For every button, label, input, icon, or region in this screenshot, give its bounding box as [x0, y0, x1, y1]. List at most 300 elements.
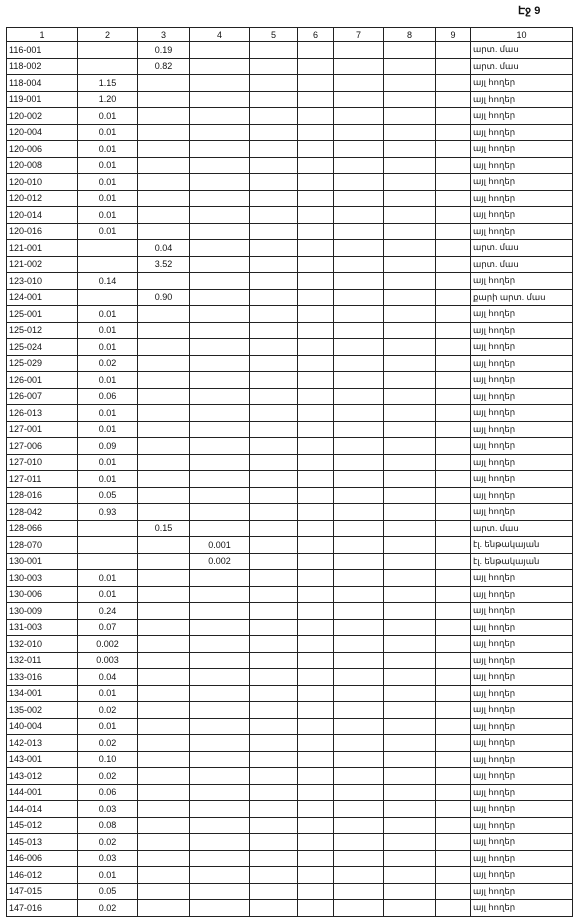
table-cell-col7 [334, 322, 384, 339]
table-cell-col4 [190, 355, 250, 372]
table-cell-col7 [334, 751, 384, 768]
table-cell-col5 [250, 322, 298, 339]
table-cell-col2: 0.01 [78, 141, 138, 158]
table-cell-col6 [298, 702, 334, 719]
table-cell-col1: 143-001 [7, 751, 78, 768]
table-cell-col2: 0.01 [78, 207, 138, 224]
table-cell-col2 [78, 58, 138, 75]
table-cell-col8 [384, 372, 436, 389]
table-cell-col1: 143-012 [7, 768, 78, 785]
table-cell-col4 [190, 768, 250, 785]
table-row [7, 652, 573, 669]
table-cell-col1: 120-006 [7, 141, 78, 158]
table-cell-col8 [384, 801, 436, 818]
table-cell-col5 [250, 223, 298, 240]
table-cell-col6 [298, 405, 334, 422]
table-cell-col7 [334, 372, 384, 389]
table-cell-col3: 0.04 [138, 240, 190, 257]
table-cell-col2: 0.01 [78, 174, 138, 191]
table-cell-col3 [138, 768, 190, 785]
table-cell-col8 [384, 42, 436, 59]
table-row [7, 520, 573, 537]
table-cell-col2: 1.20 [78, 91, 138, 108]
table-cell-col2: 0.01 [78, 372, 138, 389]
table-cell-col2: 0.05 [78, 883, 138, 900]
table-cell-col3 [138, 801, 190, 818]
table-cell-col5 [250, 636, 298, 653]
table-cell-col10: այլ հողեր [471, 471, 573, 488]
table-cell-col8 [384, 174, 436, 191]
table-cell-col5 [250, 190, 298, 207]
table-cell-col9 [436, 240, 471, 257]
table-cell-col9 [436, 454, 471, 471]
table-cell-col7 [334, 636, 384, 653]
table-row [7, 487, 573, 504]
table-cell-col7 [334, 355, 384, 372]
table-cell-col5 [250, 157, 298, 174]
table-row [7, 339, 573, 356]
table-row [7, 735, 573, 752]
table-cell-col8 [384, 817, 436, 834]
table-cell-col10: այլ հողեր [471, 883, 573, 900]
table-cell-col3: 0.90 [138, 289, 190, 306]
table-row [7, 405, 573, 422]
table-cell-col10: այլ հողեր [471, 322, 573, 339]
table-row [7, 801, 573, 818]
table-cell-col6 [298, 58, 334, 75]
table-cell-col9 [436, 207, 471, 224]
table-cell-col10: այլ հողեր [471, 636, 573, 653]
table-cell-col7 [334, 504, 384, 521]
table-cell-col2 [78, 42, 138, 59]
column-header: 9 [436, 28, 471, 42]
table-cell-col9 [436, 883, 471, 900]
table-cell-col1: 130-009 [7, 603, 78, 620]
table-cell-col7 [334, 768, 384, 785]
table-cell-col5 [250, 108, 298, 125]
table-cell-col6 [298, 454, 334, 471]
table-cell-col10: այլ հողեր [471, 174, 573, 191]
table-cell-col7 [334, 108, 384, 125]
table-cell-col6 [298, 586, 334, 603]
table-cell-col8 [384, 900, 436, 917]
table-cell-col4 [190, 322, 250, 339]
table-cell-col4 [190, 817, 250, 834]
table-cell-col8 [384, 273, 436, 290]
table-cell-col4 [190, 388, 250, 405]
table-cell-col2: 0.01 [78, 157, 138, 174]
table-cell-col4 [190, 867, 250, 884]
table-cell-col1: 144-014 [7, 801, 78, 818]
table-cell-col10: այլ հողեր [471, 157, 573, 174]
table-cell-col10: այլ հողեր [471, 108, 573, 125]
table-cell-col5 [250, 240, 298, 257]
table-cell-col3 [138, 900, 190, 917]
table-cell-col7 [334, 91, 384, 108]
table-cell-col2: 0.01 [78, 718, 138, 735]
table-cell-col8 [384, 553, 436, 570]
table-cell-col7 [334, 339, 384, 356]
table-cell-col9 [436, 421, 471, 438]
table-cell-col6 [298, 438, 334, 455]
table-row [7, 108, 573, 125]
table-cell-col10: այլ հողեր [471, 603, 573, 620]
table-cell-col10: այլ հողեր [471, 735, 573, 752]
table-row [7, 141, 573, 158]
table-cell-col3 [138, 487, 190, 504]
table-cell-col8 [384, 537, 436, 554]
table-cell-col5 [250, 273, 298, 290]
table-cell-col2: 0.03 [78, 850, 138, 867]
table-cell-col8 [384, 850, 436, 867]
table-cell-col5 [250, 652, 298, 669]
table-cell-col9 [436, 504, 471, 521]
table-cell-col3 [138, 75, 190, 92]
table-cell-col10: այլ հողեր [471, 141, 573, 158]
table-cell-col1: 126-001 [7, 372, 78, 389]
table-cell-col7 [334, 388, 384, 405]
table-cell-col8 [384, 504, 436, 521]
table-cell-col4 [190, 652, 250, 669]
table-cell-col3 [138, 850, 190, 867]
table-cell-col1: 120-012 [7, 190, 78, 207]
table-cell-col1: 118-002 [7, 58, 78, 75]
table-row [7, 273, 573, 290]
table-cell-col3 [138, 735, 190, 752]
table-cell-col8 [384, 157, 436, 174]
table-cell-col9 [436, 553, 471, 570]
table-cell-col5 [250, 174, 298, 191]
table-cell-col8 [384, 289, 436, 306]
table-cell-col8 [384, 141, 436, 158]
table-cell-col1: 135-002 [7, 702, 78, 719]
table-cell-col2: 0.01 [78, 685, 138, 702]
table-row [7, 751, 573, 768]
table-cell-col10: այլ հողեր [471, 124, 573, 141]
table-row [7, 718, 573, 735]
table-cell-col2: 0.003 [78, 652, 138, 669]
table-cell-col5 [250, 372, 298, 389]
table-cell-col9 [436, 108, 471, 125]
table-cell-col7 [334, 883, 384, 900]
table-cell-col10: այլ հողեր [471, 75, 573, 92]
table-cell-col7 [334, 619, 384, 636]
table-cell-col8 [384, 240, 436, 257]
table-cell-col2: 0.01 [78, 190, 138, 207]
table-cell-col9 [436, 735, 471, 752]
table-cell-col4 [190, 273, 250, 290]
table-cell-col7 [334, 174, 384, 191]
table-cell-col8 [384, 421, 436, 438]
table-cell-col5 [250, 487, 298, 504]
table-cell-col10: այլ հողեր [471, 454, 573, 471]
table-cell-col5 [250, 405, 298, 422]
table-cell-col9 [436, 91, 471, 108]
column-header: 7 [334, 28, 384, 42]
table-cell-col6 [298, 141, 334, 158]
table-cell-col6 [298, 801, 334, 818]
table-cell-col9 [436, 487, 471, 504]
table-cell-col6 [298, 289, 334, 306]
table-cell-col1: 147-015 [7, 883, 78, 900]
table-cell-col4 [190, 75, 250, 92]
table-cell-col6 [298, 504, 334, 521]
table-cell-col4 [190, 487, 250, 504]
table-cell-col3 [138, 504, 190, 521]
table-cell-col7 [334, 834, 384, 851]
table-cell-col9 [436, 273, 471, 290]
table-cell-col10: այլ հողեր [471, 438, 573, 455]
column-header: 3 [138, 28, 190, 42]
table-cell-col3 [138, 537, 190, 554]
table-cell-col9 [436, 867, 471, 884]
table-cell-col5 [250, 603, 298, 620]
table-cell-col10: այլ հողեր [471, 223, 573, 240]
table-cell-col9 [436, 537, 471, 554]
table-cell-col10: այլ հողեր [471, 850, 573, 867]
table-cell-col8 [384, 570, 436, 587]
table-cell-col8 [384, 405, 436, 422]
table-cell-col5 [250, 702, 298, 719]
table-cell-col1: 123-010 [7, 273, 78, 290]
table-cell-col2: 0.01 [78, 586, 138, 603]
table-cell-col1: 130-001 [7, 553, 78, 570]
table-cell-col3 [138, 586, 190, 603]
table-cell-col3 [138, 454, 190, 471]
table-cell-col3 [138, 751, 190, 768]
table-row [7, 537, 573, 554]
table-row [7, 603, 573, 620]
table-cell-col7 [334, 471, 384, 488]
table-cell-col1: 132-011 [7, 652, 78, 669]
table-cell-col1: 125-024 [7, 339, 78, 356]
table-cell-col10: էլ. ենթակայան [471, 553, 573, 570]
table-cell-col6 [298, 867, 334, 884]
table-row [7, 388, 573, 405]
table-cell-col9 [436, 784, 471, 801]
table-cell-col3 [138, 702, 190, 719]
table-cell-col6 [298, 900, 334, 917]
table-row [7, 124, 573, 141]
table-cell-col3 [138, 636, 190, 653]
table-row [7, 306, 573, 323]
table-cell-col9 [436, 619, 471, 636]
table-cell-col3 [138, 91, 190, 108]
table-cell-col8 [384, 586, 436, 603]
table-cell-col4 [190, 190, 250, 207]
table-cell-col8 [384, 223, 436, 240]
table-cell-col1: 120-002 [7, 108, 78, 125]
table-cell-col3 [138, 306, 190, 323]
table-cell-col6 [298, 256, 334, 273]
table-cell-col3 [138, 834, 190, 851]
table-cell-col7 [334, 157, 384, 174]
table-cell-col5 [250, 355, 298, 372]
table-cell-col9 [436, 570, 471, 587]
table-cell-col2: 0.01 [78, 306, 138, 323]
table-cell-col7 [334, 75, 384, 92]
table-cell-col10: քարի արտ. մաս [471, 289, 573, 306]
table-cell-col10: այլ հողեր [471, 91, 573, 108]
table-cell-col9 [436, 586, 471, 603]
table-cell-col2: 0.01 [78, 570, 138, 587]
table-cell-col9 [436, 702, 471, 719]
table-cell-col8 [384, 867, 436, 884]
table-cell-col9 [436, 636, 471, 653]
table-row [7, 586, 573, 603]
table-row [7, 768, 573, 785]
table-cell-col2: 0.03 [78, 801, 138, 818]
table-cell-col9 [436, 718, 471, 735]
table-cell-col5 [250, 537, 298, 554]
table-cell-col3: 0.19 [138, 42, 190, 59]
table-row [7, 883, 573, 900]
table-cell-col3 [138, 570, 190, 587]
table-row [7, 850, 573, 867]
table-cell-col7 [334, 190, 384, 207]
table-cell-col6 [298, 388, 334, 405]
table-cell-col1: 125-001 [7, 306, 78, 323]
table-cell-col6 [298, 520, 334, 537]
column-header: 8 [384, 28, 436, 42]
table-cell-col10: այլ հողեր [471, 751, 573, 768]
table-cell-col5 [250, 256, 298, 273]
table-cell-col9 [436, 355, 471, 372]
table-cell-col7 [334, 570, 384, 587]
table-cell-col5 [250, 553, 298, 570]
table-cell-col5 [250, 883, 298, 900]
table-cell-col4 [190, 751, 250, 768]
table-row [7, 75, 573, 92]
table-cell-col5 [250, 520, 298, 537]
table-cell-col1: 145-013 [7, 834, 78, 851]
table-cell-col6 [298, 421, 334, 438]
table-cell-col4: 0.001 [190, 537, 250, 554]
table-cell-col7 [334, 801, 384, 818]
table-row [7, 240, 573, 257]
table-cell-col1: 128-016 [7, 487, 78, 504]
table-cell-col5 [250, 454, 298, 471]
table-cell-col2: 0.14 [78, 273, 138, 290]
table-cell-col5 [250, 751, 298, 768]
table-cell-col9 [436, 652, 471, 669]
table-cell-col6 [298, 603, 334, 620]
table-row [7, 454, 573, 471]
table-row [7, 355, 573, 372]
table-row [7, 702, 573, 719]
table-cell-col2 [78, 537, 138, 554]
table-cell-col1: 121-001 [7, 240, 78, 257]
table-cell-col4 [190, 685, 250, 702]
table-cell-col6 [298, 570, 334, 587]
table-cell-col6 [298, 322, 334, 339]
table-cell-col5 [250, 718, 298, 735]
table-row [7, 471, 573, 488]
table-row [7, 636, 573, 653]
table-cell-col4 [190, 108, 250, 125]
table-cell-col9 [436, 751, 471, 768]
table-cell-col9 [436, 817, 471, 834]
table-cell-col2: 0.09 [78, 438, 138, 455]
table-row [7, 438, 573, 455]
table-cell-col10: արտ. մաս [471, 42, 573, 59]
table-cell-col4 [190, 669, 250, 686]
table-cell-col5 [250, 801, 298, 818]
table-cell-col7 [334, 603, 384, 620]
table-cell-col8 [384, 256, 436, 273]
table-cell-col6 [298, 355, 334, 372]
table-cell-col10: այլ հողեր [471, 355, 573, 372]
table-cell-col9 [436, 124, 471, 141]
table-cell-col1: 128-066 [7, 520, 78, 537]
table-cell-col1: 146-012 [7, 867, 78, 884]
table-cell-col6 [298, 91, 334, 108]
table-cell-col2: 0.93 [78, 504, 138, 521]
table-cell-col6 [298, 850, 334, 867]
table-cell-col4 [190, 207, 250, 224]
table-row [7, 553, 573, 570]
table-cell-col4 [190, 256, 250, 273]
table-cell-col10: այլ հողեր [471, 372, 573, 389]
table-cell-col7 [334, 537, 384, 554]
table-cell-col3 [138, 718, 190, 735]
table-row [7, 207, 573, 224]
table-cell-col3 [138, 108, 190, 125]
table-cell-col8 [384, 108, 436, 125]
column-header: 10 [471, 28, 573, 42]
table-cell-col4 [190, 454, 250, 471]
table-row [7, 669, 573, 686]
table-cell-col9 [436, 438, 471, 455]
table-cell-col3 [138, 883, 190, 900]
table-cell-col2: 0.10 [78, 751, 138, 768]
table-cell-col2: 0.01 [78, 124, 138, 141]
table-cell-col7 [334, 454, 384, 471]
table-cell-col6 [298, 372, 334, 389]
table-cell-col9 [436, 306, 471, 323]
table-cell-col4 [190, 735, 250, 752]
table-row [7, 372, 573, 389]
table-cell-col6 [298, 718, 334, 735]
table-cell-col5 [250, 768, 298, 785]
table-cell-col5 [250, 817, 298, 834]
table-cell-col9 [436, 603, 471, 620]
table-cell-col8 [384, 207, 436, 224]
table-cell-col7 [334, 405, 384, 422]
table-cell-col1: 130-003 [7, 570, 78, 587]
land-parcel-table [6, 27, 573, 917]
table-cell-col9 [436, 256, 471, 273]
table-cell-col8 [384, 735, 436, 752]
table-cell-col5 [250, 421, 298, 438]
table-cell-col9 [436, 289, 471, 306]
table-cell-col2: 0.02 [78, 702, 138, 719]
table-cell-col5 [250, 867, 298, 884]
table-cell-col7 [334, 718, 384, 735]
table-cell-col8 [384, 124, 436, 141]
table-cell-col2: 0.06 [78, 784, 138, 801]
table-cell-col5 [250, 306, 298, 323]
table-cell-col4 [190, 421, 250, 438]
table-cell-col10: այլ հողեր [471, 702, 573, 719]
table-cell-col9 [436, 520, 471, 537]
table-cell-col2: 0.24 [78, 603, 138, 620]
table-cell-col5 [250, 784, 298, 801]
table-cell-col7 [334, 421, 384, 438]
table-cell-col7 [334, 58, 384, 75]
table-cell-col2 [78, 256, 138, 273]
table-row [7, 256, 573, 273]
